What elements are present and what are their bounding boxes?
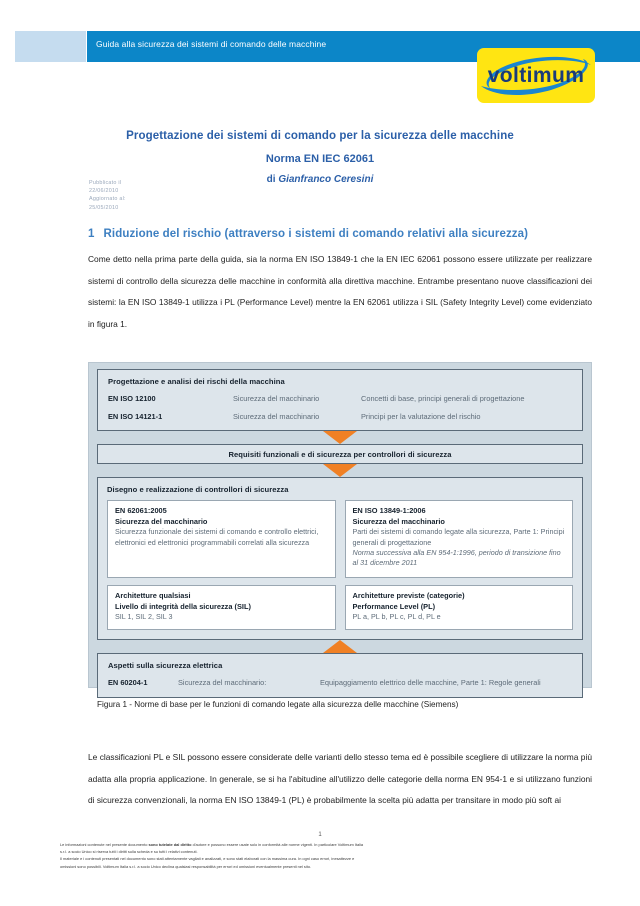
- voltimum-logo[interactable]: [477, 48, 595, 103]
- section-title: Riduzione del rischio (attraverso i sistemi di comando relativi alla sicurezza): [103, 228, 529, 240]
- diagram-band-requirements: [97, 444, 583, 464]
- arrow-row-2: [97, 464, 583, 477]
- standard-scope: Sicurezza del macchinario:: [178, 678, 267, 687]
- standard-scope: Sicurezza del macchinario: [233, 394, 320, 403]
- card-standard-scope: Sicurezza del macchinario: [352, 516, 445, 526]
- standard-code: EN ISO 14121-1: [108, 412, 163, 421]
- figure-caption: Figura 1 - Norme di base per le funzioni di comando legate alla sicurezza delle macchine (Siemens): [97, 700, 459, 709]
- standard-row: [108, 411, 572, 422]
- header-accent-block: [15, 31, 86, 62]
- header-guide-title: Guida alla sicurezza dei sistemi di comando delle macchine: [96, 39, 327, 49]
- card-architecture-pl: [345, 585, 574, 630]
- author-name: Gianfranco Ceresini: [278, 174, 374, 185]
- card-architecture-sil: [107, 585, 336, 630]
- footer-line-1-bold: sono tutelate dal diritto: [148, 842, 192, 847]
- footer-line-1-c: d'autore e possono essere usate solo in conformità alle norme vigenti. In particolare Voltimum Italia: [191, 842, 364, 847]
- architecture-subtitle: Performance Level (PL): [352, 601, 436, 611]
- voltimum-logo-text: voltimum: [487, 63, 585, 87]
- figure-1-diagram: [88, 362, 592, 688]
- card-en62061: [107, 500, 336, 578]
- diagram-block-design: [97, 477, 583, 640]
- design-column-left: [107, 500, 336, 630]
- section-number: 1: [88, 228, 95, 240]
- page-header: [0, 0, 640, 120]
- architecture-subtitle: Livello di integrità della sicurezza (SIL): [115, 601, 251, 611]
- architecture-title: Architetture previste (categorie): [352, 591, 465, 600]
- published-label: Pubblicato il: [89, 180, 122, 186]
- footer-line-1-a: Le informazioni contenute nel presente documento: [60, 842, 149, 847]
- body-paragraph-1: Come detto nella prima parte della guida, sia la norma EN ISO 13849-1 che la EN IEC 62061 possono essere utilizzate per realizzare sistemi di controllo della sicurezza delle macchine in conformità alla direttiva macchine. Entrambe presentano nuove classificazioni dei sistemi: la EN ISO 13849-1 utilizza i PL (Performance Level) mentre la EN 62061 utilizza i SIL (Safety Integrity Level) come evidenziato in figura 1.: [88, 254, 592, 329]
- card-standard-scope: Sicurezza del macchinario: [115, 516, 208, 526]
- card-standard-note: Norma successiva alla EN 954-1:1996, periodo di transizione fino al 31 dicembre 2011: [352, 548, 561, 568]
- standard-description: Principi per la valutazione del rischio: [361, 412, 481, 421]
- footer-line-1: [60, 841, 580, 848]
- arrow-down-icon: [323, 431, 357, 444]
- updated-label: Aggiornato al:: [89, 196, 126, 203]
- band-requirements-label: Requisiti funzionali e di sicurezza per controllori di sicurezza: [228, 449, 452, 459]
- standard-row: [108, 393, 572, 404]
- architecture-values: SIL 1, SIL 2, SIL 3: [115, 612, 173, 622]
- standard-description: Equipaggiamento elettrico delle macchine, Parte 1: Regole generali: [320, 678, 541, 687]
- card-standard-description: Sicurezza funzionale dei sistemi di comando e controllo elettrici, elettronici ed elettronici programmabili correlati alla sicurezza: [115, 527, 319, 547]
- footer-line-3: Il materiale e i contenuti presentati nel documento sono stati attentamente vagliati e analizzati, e sono stati elaborati con la massima cura. In ogni caso errori, inesattezze e: [60, 856, 355, 862]
- standard-code: EN ISO 12100: [108, 394, 156, 403]
- standard-row: [108, 677, 572, 688]
- card-eniso13849: [345, 500, 574, 578]
- footer-disclaimer: [60, 841, 580, 870]
- body-paragraph-2: Le classificazioni PL e SIL possono essere considerate delle varianti dello stesso tema ed è possibile scegliere di utilizzare la norma più adatta alla propria applicazione. In generale, se si ha l'abitudine all'utilizzo delle categorie della norma EN 954-1 e si utilizzano funzioni di sicurezza convenzionali, la norma EN ISO 13849-1 (PL) è probabilmente la scelta più adatta per transitare in modo più soft ai: [88, 752, 592, 805]
- page-number: 1: [318, 832, 322, 838]
- architecture-values: PL a, PL b, PL c, PL d, PL e: [352, 612, 441, 622]
- arrow-up-icon: [323, 640, 357, 653]
- arrow-row-3: [97, 640, 583, 653]
- design-column-right: [345, 500, 574, 630]
- published-value: 22/06/2010: [89, 188, 119, 195]
- updated-value: 25/05/2010: [89, 204, 119, 211]
- standard-scope: Sicurezza del macchinario: [233, 412, 320, 421]
- page-subtitle: Norma EN IEC 62061: [265, 153, 375, 165]
- footer-line-4: omissioni sono possibili. Voltimum Italia s.r.l. a socio Unico declina qualsiasi responsabilità per errori ed omissioni eventualmente presenti nel sito.: [60, 863, 312, 869]
- arrow-row-1: [97, 431, 583, 444]
- footer-line-2: s.r.l. a socio Unico si riserva tutti i diritti sulla scheda e su tutti i relativi contenuti.: [60, 849, 198, 855]
- card-standard-description: Parti dei sistemi di comando legate alla sicurezza, Parte 1: Principi generali di progettazione: [352, 527, 565, 547]
- standard-code: EN 60204-1: [108, 678, 148, 687]
- arrow-down-icon: [323, 464, 357, 477]
- section-heading: [88, 228, 608, 240]
- block-electrical-title: Aspetti sulla sicurezza elettrica: [108, 661, 223, 670]
- author-prefix: di: [266, 174, 279, 185]
- diagram-block-electrical: [97, 653, 583, 698]
- standard-description: Concetti di base, principi generali di progettazione: [361, 394, 525, 403]
- diagram-block-risk-analysis: [97, 369, 583, 431]
- card-standard-code: EN 62061:2005: [115, 506, 167, 515]
- architecture-title: Architetture qualsiasi: [115, 591, 191, 600]
- page-title: Progettazione dei sistemi di comando per la sicurezza delle macchine: [126, 130, 514, 142]
- block-design-title: Disegno e realizzazione di controllori di sicurezza: [107, 485, 289, 494]
- publication-dates: [89, 179, 126, 212]
- card-standard-code: EN ISO 13849-1:2006: [352, 506, 426, 515]
- block-risk-analysis-title: Progettazione e analisi dei rischi della macchina: [108, 377, 285, 386]
